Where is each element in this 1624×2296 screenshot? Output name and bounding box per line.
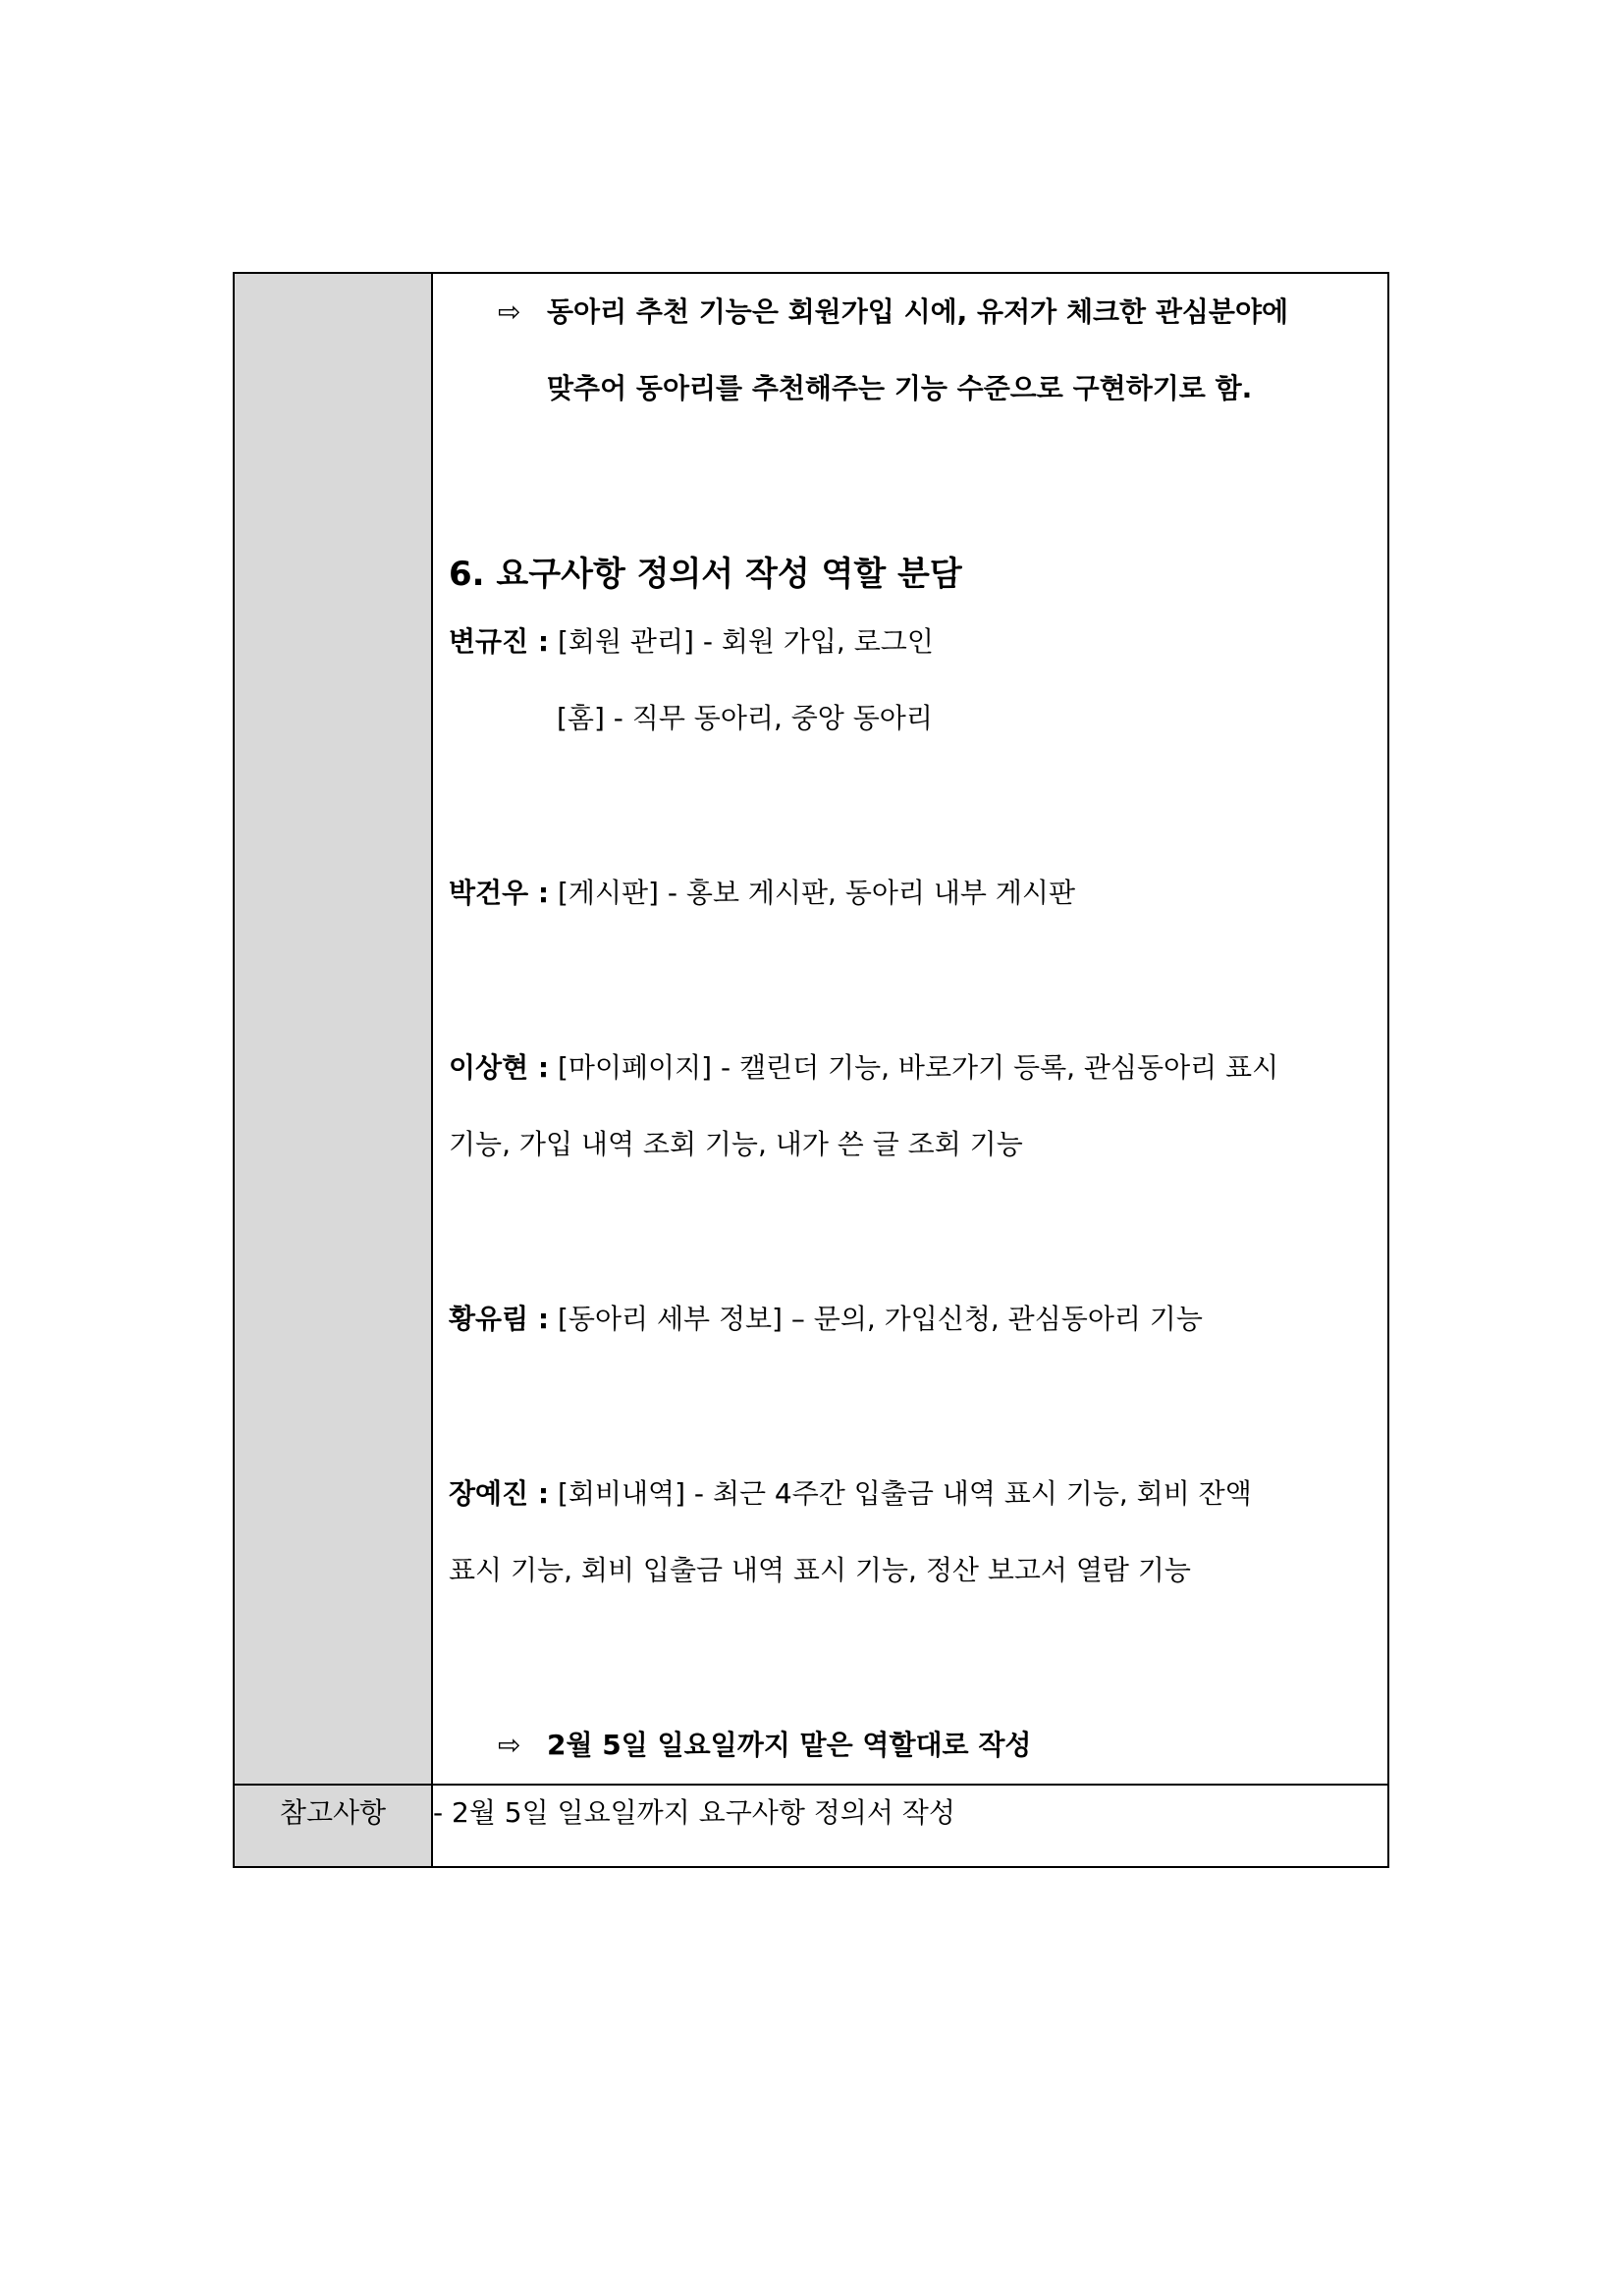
recommend-note-text1: 동아리 추천 기능은 회원가입 시에, 유저가 체크한 관심분야에 [547, 295, 1289, 328]
assignment-text: [게시판] - 홍보 게시판, 동아리 내부 게시판 [549, 877, 1076, 909]
assignment-line-continued: 기능, 가입 내역 조회 기능, 내가 쓴 글 조회 기능 [449, 1128, 1023, 1160]
assignment-line [449, 1456, 1387, 1532]
spacer [449, 932, 1387, 1030]
assignment-line-continued: [홈] - 직무 동아리, 중앙 동아리 [557, 702, 933, 734]
assignment-line [449, 1030, 1387, 1106]
main-row [234, 273, 1388, 1785]
section-heading: 6. 요구사항 정의서 작성 역할 분담 [449, 555, 962, 594]
assignment-text: [동아리 세부 정보] – 문의, 가입신청, 관심동아리 기능 [549, 1303, 1203, 1335]
member-name: 박건우 : [449, 877, 550, 909]
spacer [449, 757, 1387, 855]
assignment-line [449, 604, 1387, 680]
arrow-right-icon: ⇨ [498, 1729, 521, 1761]
reference-text: - 2월 5일 일요일까지 요구사항 정의서 작성 [432, 1785, 1388, 1867]
member-name: 장예진 : [449, 1477, 550, 1510]
arrow-right-icon: ⇨ [498, 295, 521, 328]
recommend-note-line1 [449, 274, 1387, 350]
member-name: 황유림 : [449, 1303, 550, 1335]
reference-label: 참고사항 [234, 1785, 432, 1867]
spacer [449, 1358, 1387, 1456]
deadline-note [449, 1707, 1387, 1784]
reference-row [234, 1785, 1388, 1867]
assignment-text: [회원 관리] - 회원 가입, 로그인 [549, 625, 934, 658]
recommend-note-line2: 맞추어 동아리를 추천해주는 기능 수준으로 구현하기로 함. [547, 372, 1253, 404]
member-name: 변규진 : [449, 625, 550, 658]
minutes-table [233, 272, 1389, 1868]
content-cell [432, 273, 1388, 1785]
content-body [433, 274, 1387, 1784]
deadline-note-text: 2월 5일 일요일까지 맡은 역할대로 작성 [547, 1729, 1032, 1761]
assignment-text: [회비내역] - 최근 4주간 입출금 내역 표시 기능, 회비 잔액 [549, 1477, 1252, 1510]
spacer [449, 1609, 1387, 1707]
assignment-line [449, 855, 1387, 932]
empty-label-cell [234, 273, 432, 1785]
assignment-line [449, 1281, 1387, 1358]
assignment-line-continued: 표시 기능, 회비 입출금 내역 표시 기능, 정산 보고서 열람 기능 [449, 1554, 1191, 1586]
member-name: 이상현 : [449, 1051, 550, 1084]
assignment-text: [마이페이지] - 캘린더 기능, 바로가기 등록, 관심동아리 표시 [549, 1051, 1279, 1084]
spacer [449, 1183, 1387, 1281]
